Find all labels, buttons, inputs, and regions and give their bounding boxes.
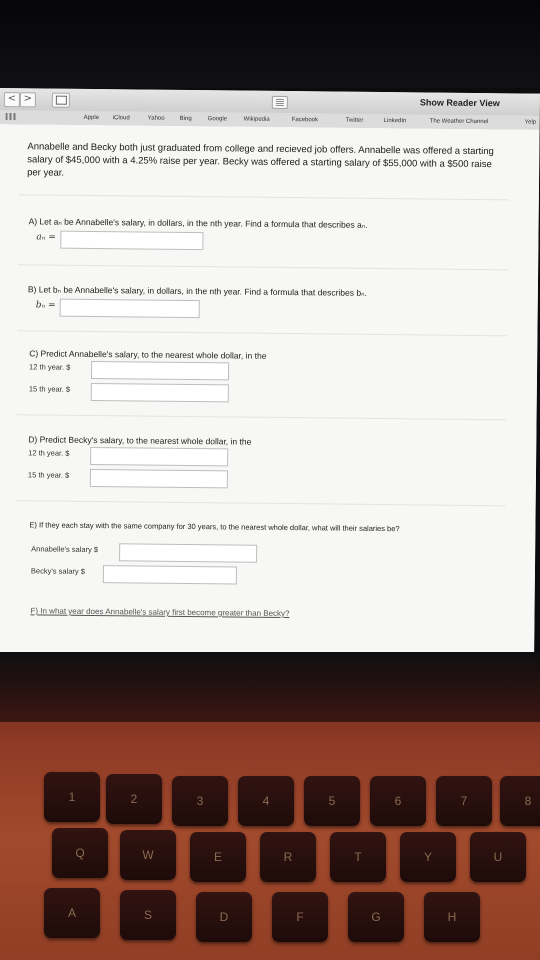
key-2: 2 — [106, 774, 162, 824]
monitor-bezel — [0, 0, 540, 88]
part-a-symbol: aₙ = — [36, 232, 56, 243]
part-c-year-12-label: 12 th year. $ — [29, 362, 71, 372]
part-d-year-15-input[interactable] — [91, 470, 227, 487]
bookmark-google[interactable]: Google — [207, 116, 228, 123]
part-b-symbol: bₙ = — [35, 300, 56, 311]
part-f-question: F) In what year does Annabelle's salary first become greater than Becky? — [30, 606, 290, 619]
bookmark-yelp[interactable]: Yelp — [524, 119, 537, 126]
part-e-annabelle-input[interactable] — [120, 544, 256, 561]
divider — [17, 414, 507, 420]
part-c-year-15-label: 15 th year. $ — [28, 384, 71, 394]
part-c-question: C) Predict Annabelle's salary, to the nearest whole dollar, in the — [29, 348, 267, 361]
part-d-year-15-label: 15 th year. $ — [27, 470, 70, 480]
bookmark-weather-channel[interactable]: The Weather Channel — [429, 118, 489, 126]
bookmark-linkedin[interactable]: LinkedIn — [383, 118, 407, 125]
reader-view-icon[interactable] — [272, 96, 288, 109]
problem-intro: Annabelle and Becky both just graduated from college and recieved job offers. Annabelle was offered a starting salary of $45,000 with a 4.25% raise per year. Becky was offered a starting salary of $55,000 with a $500 raise per year. — [27, 141, 494, 179]
top-sites-grid-icon[interactable] — [6, 113, 16, 120]
divider — [16, 500, 506, 506]
part-e-becky-label: Becky's salary $ — [30, 566, 85, 576]
key-r: R — [260, 832, 316, 882]
key-d: D — [196, 892, 252, 942]
part-a-question: A) Let aₙ be Annabelle's salary, in dollars, in the nth year. Find a formula that describes aₙ. — [28, 216, 368, 230]
laptop-hinge — [0, 652, 540, 722]
bookmark-facebook[interactable]: Facebook — [291, 117, 319, 124]
key-7: 7 — [436, 776, 492, 826]
part-c-year-15-field[interactable] — [91, 383, 229, 402]
bookmark-yahoo[interactable]: Yahoo — [147, 115, 165, 122]
sidebar-toggle-icon[interactable] — [52, 93, 70, 108]
key-4: 4 — [238, 776, 294, 826]
part-e-becky-input[interactable] — [104, 566, 236, 583]
browser-window — [0, 88, 540, 664]
page-content — [0, 124, 540, 664]
reader-view-button[interactable]: Show Reader View — [419, 97, 500, 109]
key-6: 6 — [370, 776, 426, 826]
key-3: 3 — [172, 776, 228, 826]
bookmark-wikipedia[interactable]: Wikipedia — [243, 116, 270, 123]
bookmark-apple[interactable]: Apple — [83, 114, 100, 122]
key-h: H — [424, 892, 480, 942]
bookmark-twitter[interactable]: Twitter — [345, 117, 364, 124]
divider — [17, 330, 507, 336]
key-w: W — [120, 830, 176, 880]
laptop-keyboard — [0, 652, 540, 960]
part-e-annabelle-label: Annabelle's salary $ — [31, 544, 99, 555]
part-a-answer-input[interactable] — [61, 232, 202, 249]
part-c-year-15-input[interactable] — [92, 384, 228, 401]
part-d-year-12-label: 12 th year. $ — [28, 448, 70, 458]
part-e-becky-field[interactable] — [103, 565, 237, 584]
part-b-question: B) Let bₙ be Annabelle's salary, in dollars, in the nth year. Find a formula that describes bₙ. — [27, 284, 367, 298]
back-button[interactable]: < — [4, 92, 20, 107]
part-b-answer-field[interactable] — [60, 299, 200, 318]
key-y: Y — [400, 832, 456, 882]
divider — [18, 264, 508, 270]
key-t: T — [330, 832, 386, 882]
part-e-annabelle-field[interactable] — [119, 543, 257, 562]
part-d-year-15-field[interactable] — [90, 469, 228, 488]
key-e: E — [190, 832, 246, 882]
bookmark-bing[interactable]: Bing — [179, 115, 192, 123]
key-5: 5 — [304, 776, 360, 826]
key-a: A — [44, 888, 100, 938]
part-d-year-12-field[interactable] — [90, 447, 228, 466]
part-c-year-12-field[interactable] — [91, 361, 229, 380]
bookmark-icloud[interactable]: iCloud — [112, 115, 130, 122]
key-f: F — [272, 892, 328, 942]
key-1: 1 — [44, 772, 100, 822]
key-s: S — [120, 890, 176, 940]
divider — [19, 194, 509, 200]
part-a-answer-field[interactable] — [60, 231, 203, 250]
key-u: U — [470, 832, 526, 882]
part-d-question: D) Predict Becky's salary, to the nearest whole dollar, in the — [28, 434, 252, 447]
part-b-answer-input[interactable] — [61, 300, 199, 317]
forward-button[interactable]: > — [20, 92, 36, 107]
key-g: G — [348, 892, 404, 942]
key-8: 8 — [500, 776, 540, 826]
part-e-question: E) If they each stay with the same company for 30 years, to the nearest whole dollar, what will their salaries be? — [29, 520, 400, 534]
part-d-year-12-input[interactable] — [91, 448, 227, 465]
part-c-year-12-input[interactable] — [92, 362, 228, 379]
key-q: Q — [52, 828, 108, 878]
